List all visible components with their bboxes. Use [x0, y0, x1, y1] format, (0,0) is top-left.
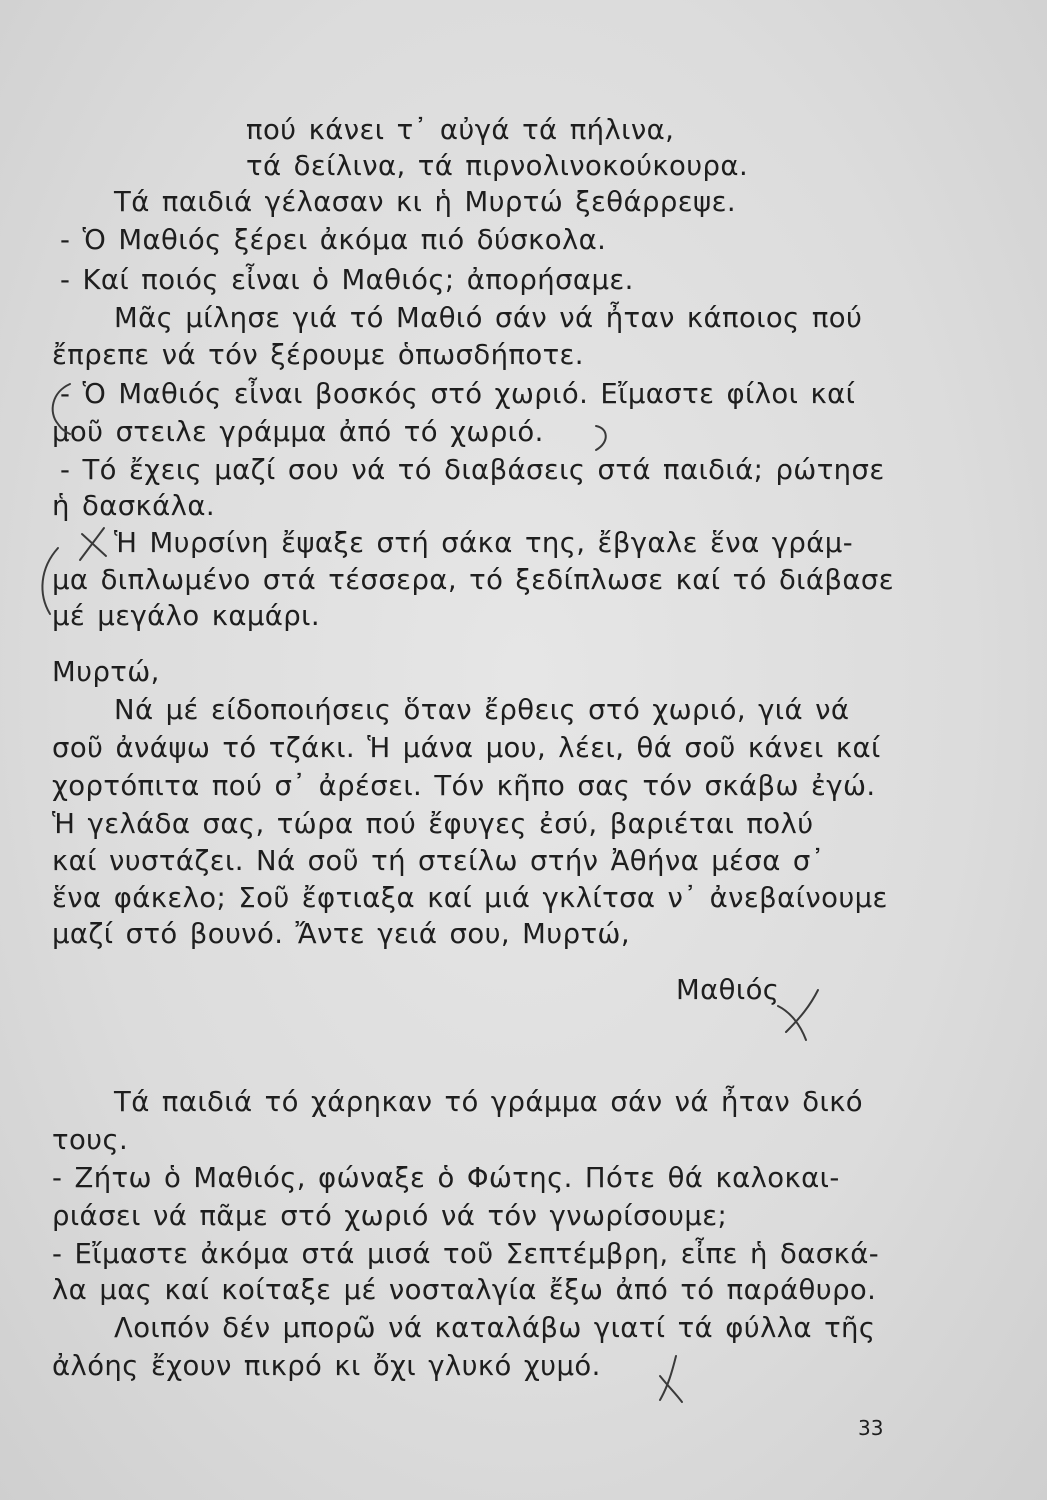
- letter-line-7: μαζί στό βουνό. Ἄντε γειά σου, Μυρτώ,: [52, 918, 630, 950]
- letter-line-4: Ἡ γελάδα σας, τώρα πού ἔφυγες ἐσύ, βαριέται πολύ: [52, 808, 814, 840]
- text-line-11: ἡ δασκάλα.: [52, 490, 216, 522]
- text-line-8: - Ὁ Μαθιός εἶναι βοσκός στό χωριό. Εἴμαστε φίλοι καί: [60, 378, 856, 410]
- text-line-3: Τά παιδιά γέλασαν κι ἡ Μυρτώ ξεθάρρεψε.: [114, 186, 736, 218]
- text-line-22: ἀλόης ἔχουν πικρό κι ὄχι γλυκό χυμό.: [52, 1350, 601, 1382]
- text-line-1: πού κάνει τ᾽ αὐγά τά πήλινα,: [246, 114, 675, 146]
- text-line-20: λα μας καί κοίταξε μέ νοσταλγία ἔξω ἀπό τό παράθυρο.: [52, 1274, 877, 1306]
- pencil-x-mark-3: [660, 1356, 682, 1402]
- text-line-18: ριάσει νά πᾶμε στό χωριό νά τόν γνωρίσουμε;: [52, 1200, 728, 1232]
- text-line-10: - Τό ἔχεις μαζί σου νά τό διαβάσεις στά παιδιά; ρώτησε: [60, 454, 885, 486]
- letter-line-6: ἕνα φάκελο; Σοῦ ἔφτιαξα καί μιά γκλίτσα ν᾽ ἀνεβαίνουμε: [52, 882, 888, 914]
- pencil-x-mark-2: [778, 990, 818, 1040]
- text-line-4: - Ὁ Μαθιός ξέρει ἀκόμα πιό δύσκολα.: [60, 224, 607, 256]
- text-line-6: Μᾶς μίλησε γιά τό Μαθιό σάν νά ἦταν κάποιος πού: [114, 302, 863, 334]
- text-line-15: Τά παιδιά τό χάρηκαν τό γράμμα σάν νά ἦταν δικό: [114, 1086, 864, 1118]
- page-number: 33: [858, 1416, 884, 1440]
- text-line-19: - Εἴμαστε ἀκόμα στά μισά τοῦ Σεπτέμβρη, εἶπε ἡ δασκά-: [52, 1238, 880, 1270]
- letter-line-2: σοῦ ἀνάψω τό τζάκι. Ἡ μάνα μου, λέει, θά σοῦ κάνει καί: [52, 732, 881, 764]
- text-line-17: - Ζήτω ὁ Μαθιός, φώναξε ὁ Φώτης. Πότε θά καλοκαι-: [52, 1162, 840, 1194]
- text-line-21: Λοιπόν δέν μπορῶ νά καταλάβω γιατί τά φύλλα τῆς: [114, 1312, 876, 1344]
- text-line-5: - Καί ποιός εἶναι ὁ Μαθιός; ἀπορήσαμε.: [60, 264, 634, 296]
- letter-salutation: Μυρτώ,: [52, 656, 160, 688]
- text-line-13: μα διπλωμένο στά τέσσερα, τό ξεδίπλωσε καί τό διάβασε: [52, 564, 894, 596]
- letter-line-1: Νά μέ είδοποιήσεις ὅταν ἔρθεις στό χωριό, γιά νά: [114, 694, 850, 726]
- pencil-bracket-close: [596, 426, 606, 450]
- text-line-9: μοῦ στειλε γράμμα ἀπό τό χωριό.: [52, 416, 544, 448]
- letter-line-5: καί νυστάζει. Νά σοῦ τή στείλω στήν Ἀθήνα μέσα σ᾽: [52, 845, 825, 877]
- pencil-x-mark-1: [80, 528, 106, 560]
- text-line-14: μέ μεγάλο καμάρι.: [52, 600, 320, 632]
- text-line-12: Ἡ Μυρσίνη ἔψαξε στή σάκα της, ἔβγαλε ἕνα γράμ-: [114, 527, 854, 559]
- letter-line-3: χορτόπιτα πού σ᾽ ἀρέσει. Τόν κῆπο σας τόν σκάβω ἐγώ.: [52, 770, 876, 802]
- text-line-7: ἔπρεπε νά τόν ξέρουμε ὁπωσδήποτε.: [52, 339, 584, 371]
- text-line-16: τους.: [52, 1124, 129, 1156]
- text-line-2: τά δείλινα, τά πιρνολινοκούκουρα.: [246, 150, 749, 182]
- letter-signature: Μαθιός: [676, 974, 780, 1006]
